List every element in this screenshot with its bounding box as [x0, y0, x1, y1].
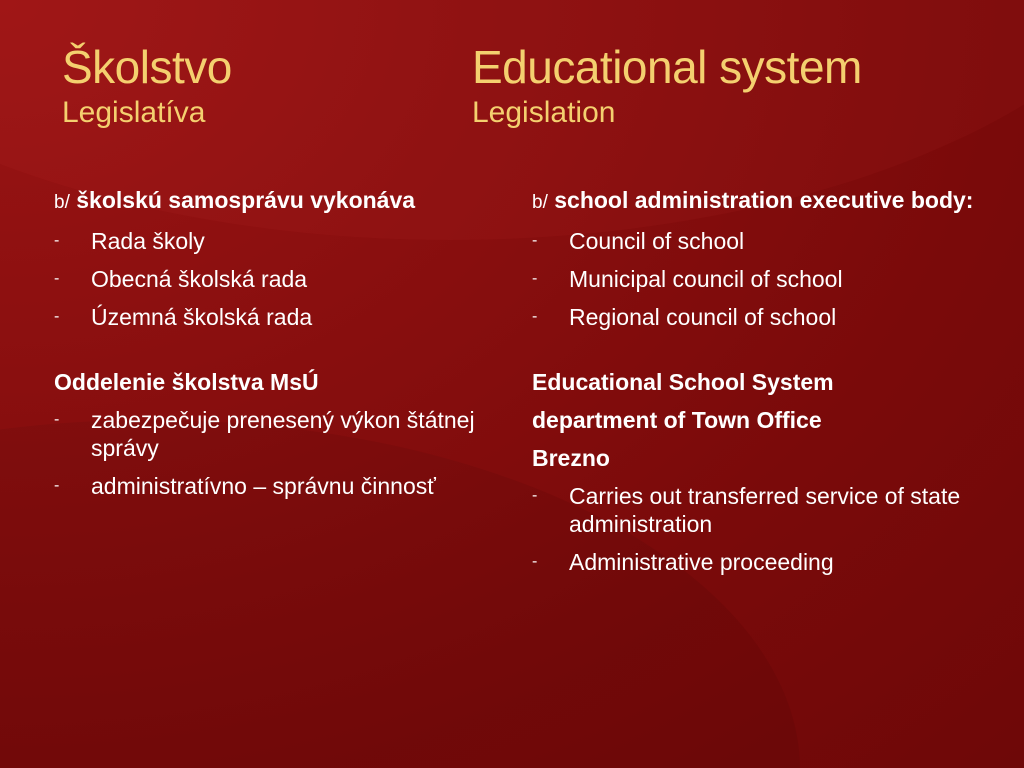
bullet-list	[532, 227, 992, 331]
bullet-list	[54, 406, 484, 500]
english-subtitle: Legislation	[472, 96, 616, 129]
list-item-text: Council of school	[569, 228, 745, 254]
list-item	[532, 265, 992, 293]
title-right	[472, 41, 862, 129]
bullet-dash: -	[54, 411, 60, 428]
section-heading: Educational School System	[532, 369, 834, 395]
bullet-list	[54, 227, 484, 331]
right-column	[532, 186, 992, 576]
english-title: Educational system	[472, 41, 862, 93]
list-item	[54, 406, 484, 462]
column-heading	[532, 186, 992, 217]
list-item-text: Územná školská rada	[91, 304, 313, 330]
list-item-text: Obecná školská rada	[91, 266, 308, 292]
list-item-text: Carries out transferred service of state administration	[569, 483, 961, 537]
bullet-dash: -	[54, 477, 60, 494]
list-item-text: Administrative proceeding	[569, 549, 834, 575]
spacer	[532, 331, 992, 368]
section-heading: department of Town Office	[532, 407, 822, 433]
heading-text: school administration executive body:	[554, 187, 974, 213]
heading-prefix: b/	[54, 192, 70, 213]
list-item-text: Rada školy	[91, 228, 205, 254]
list-item	[532, 303, 992, 331]
bullet-dash: -	[532, 270, 538, 287]
slovak-title: Školstvo	[62, 41, 232, 93]
list-item	[54, 303, 484, 331]
list-item	[54, 472, 484, 500]
bullet-dash: -	[54, 270, 60, 287]
heading-prefix: b/	[532, 192, 548, 213]
column-heading	[54, 186, 484, 217]
list-item-text: zabezpečuje prenesený výkon štátnej správy	[91, 407, 475, 461]
left-column	[54, 186, 484, 500]
bullet-dash: -	[532, 553, 538, 570]
bullet-dash: -	[54, 308, 60, 325]
bullet-dash: -	[532, 487, 538, 504]
section-heading: Brezno	[532, 445, 610, 471]
bullet-dash: -	[54, 232, 60, 249]
spacer	[54, 331, 484, 368]
bullet-list	[532, 482, 992, 576]
list-item-text: Regional council of school	[569, 304, 837, 330]
list-item	[54, 265, 484, 293]
title-left	[62, 41, 232, 129]
section-heading: Oddelenie školstva MsÚ	[54, 369, 319, 395]
list-item	[54, 227, 484, 255]
bullet-dash: -	[532, 232, 538, 249]
slovak-subtitle: Legislatíva	[62, 96, 206, 129]
list-item-text: administratívno – správnu činnosť	[91, 473, 436, 499]
list-item-text: Municipal council of school	[569, 266, 843, 292]
list-item	[532, 548, 992, 576]
list-item	[532, 227, 992, 255]
bullet-dash: -	[532, 308, 538, 325]
heading-text: školskú samosprávu vykonáva	[76, 187, 416, 213]
list-item	[532, 482, 992, 538]
